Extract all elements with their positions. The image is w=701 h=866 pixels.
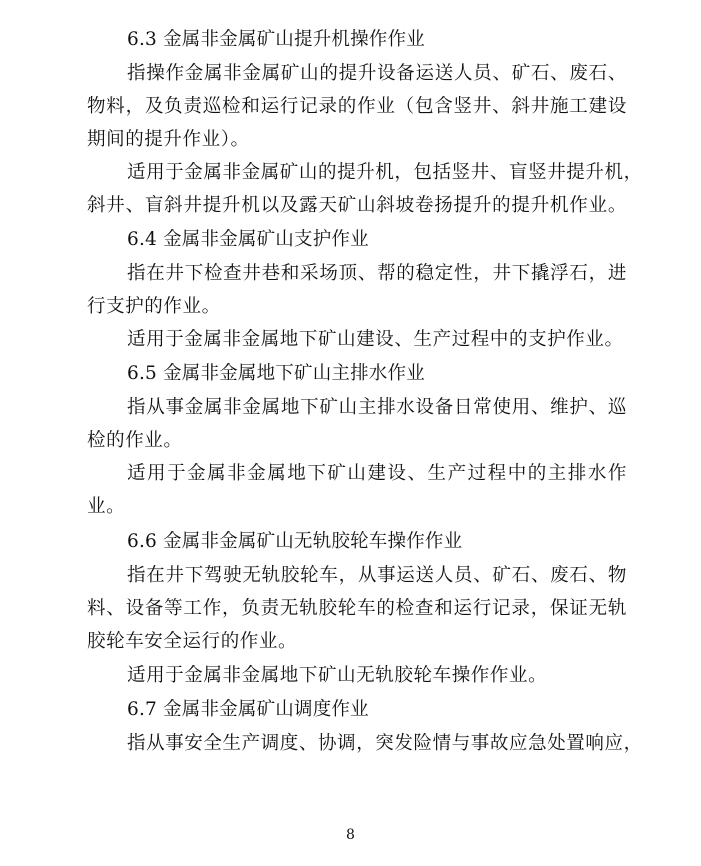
section-heading-6-6: 6.6 金属非金属矿山无轨胶轮车操作作业 bbox=[127, 531, 463, 552]
paragraph-line: 适用于金属非金属地下矿山建设、生产过程中的支护作业。 bbox=[127, 329, 624, 350]
paragraph-line: 指在井下驾驶无轨胶轮车，从事运送人员、矿石、废石、物 bbox=[127, 565, 627, 586]
paragraph-line: 适用于金属非金属地下矿山建设、生产过程中的主排水作 bbox=[127, 463, 627, 484]
section-heading-6-4: 6.4 金属非金属矿山支护作业 bbox=[127, 229, 369, 250]
paragraph-line: 适用于金属非金属矿山的提升机，包括竖井、盲竖井提升机， bbox=[127, 162, 643, 183]
paragraph-line: 指在井下检查井巷和采场顶、帮的稳定性，井下撬浮石，进 bbox=[127, 263, 627, 284]
paragraph-line: 料、设备等工作，负责无轨胶轮车的检查和运行记录，保证无轨 bbox=[87, 598, 627, 619]
paragraph-line: 胶轮车安全运行的作业。 bbox=[87, 631, 298, 652]
paragraph-line: 指从事金属非金属地下矿山主排水设备日常使用、维护、巡 bbox=[127, 397, 627, 418]
page-number: 8 bbox=[346, 827, 355, 843]
paragraph-line: 物料，及负责巡检和运行记录的作业（包含竖井、斜井施工建设 bbox=[87, 96, 627, 117]
paragraph-line: 指操作金属非金属矿山的提升设备运送人员、矿石、废石、 bbox=[127, 63, 627, 84]
section-heading-6-7: 6.7 金属非金属矿山调度作业 bbox=[127, 699, 369, 720]
paragraph-line: 期间的提升作业）。 bbox=[87, 129, 250, 150]
paragraph-line: 业。 bbox=[87, 496, 126, 517]
paragraph-line: 适用于金属非金属地下矿山无轨胶轮车操作作业。 bbox=[127, 665, 548, 686]
paragraph-line: 斜井、盲斜井提升机以及露天矿山斜坡卷扬提升的提升机作业。 bbox=[87, 195, 627, 216]
paragraph-line: 检的作业。 bbox=[87, 430, 183, 451]
paragraph-line: 行支护的作业。 bbox=[87, 296, 221, 317]
section-heading-6-5: 6.5 金属非金属地下矿山主排水作业 bbox=[127, 363, 425, 384]
paragraph-line: 指从事安全生产调度、协调，突发险情与事故应急处置响应， bbox=[127, 733, 643, 754]
section-heading-6-3: 6.3 金属非金属矿山提升机操作作业 bbox=[127, 29, 425, 50]
